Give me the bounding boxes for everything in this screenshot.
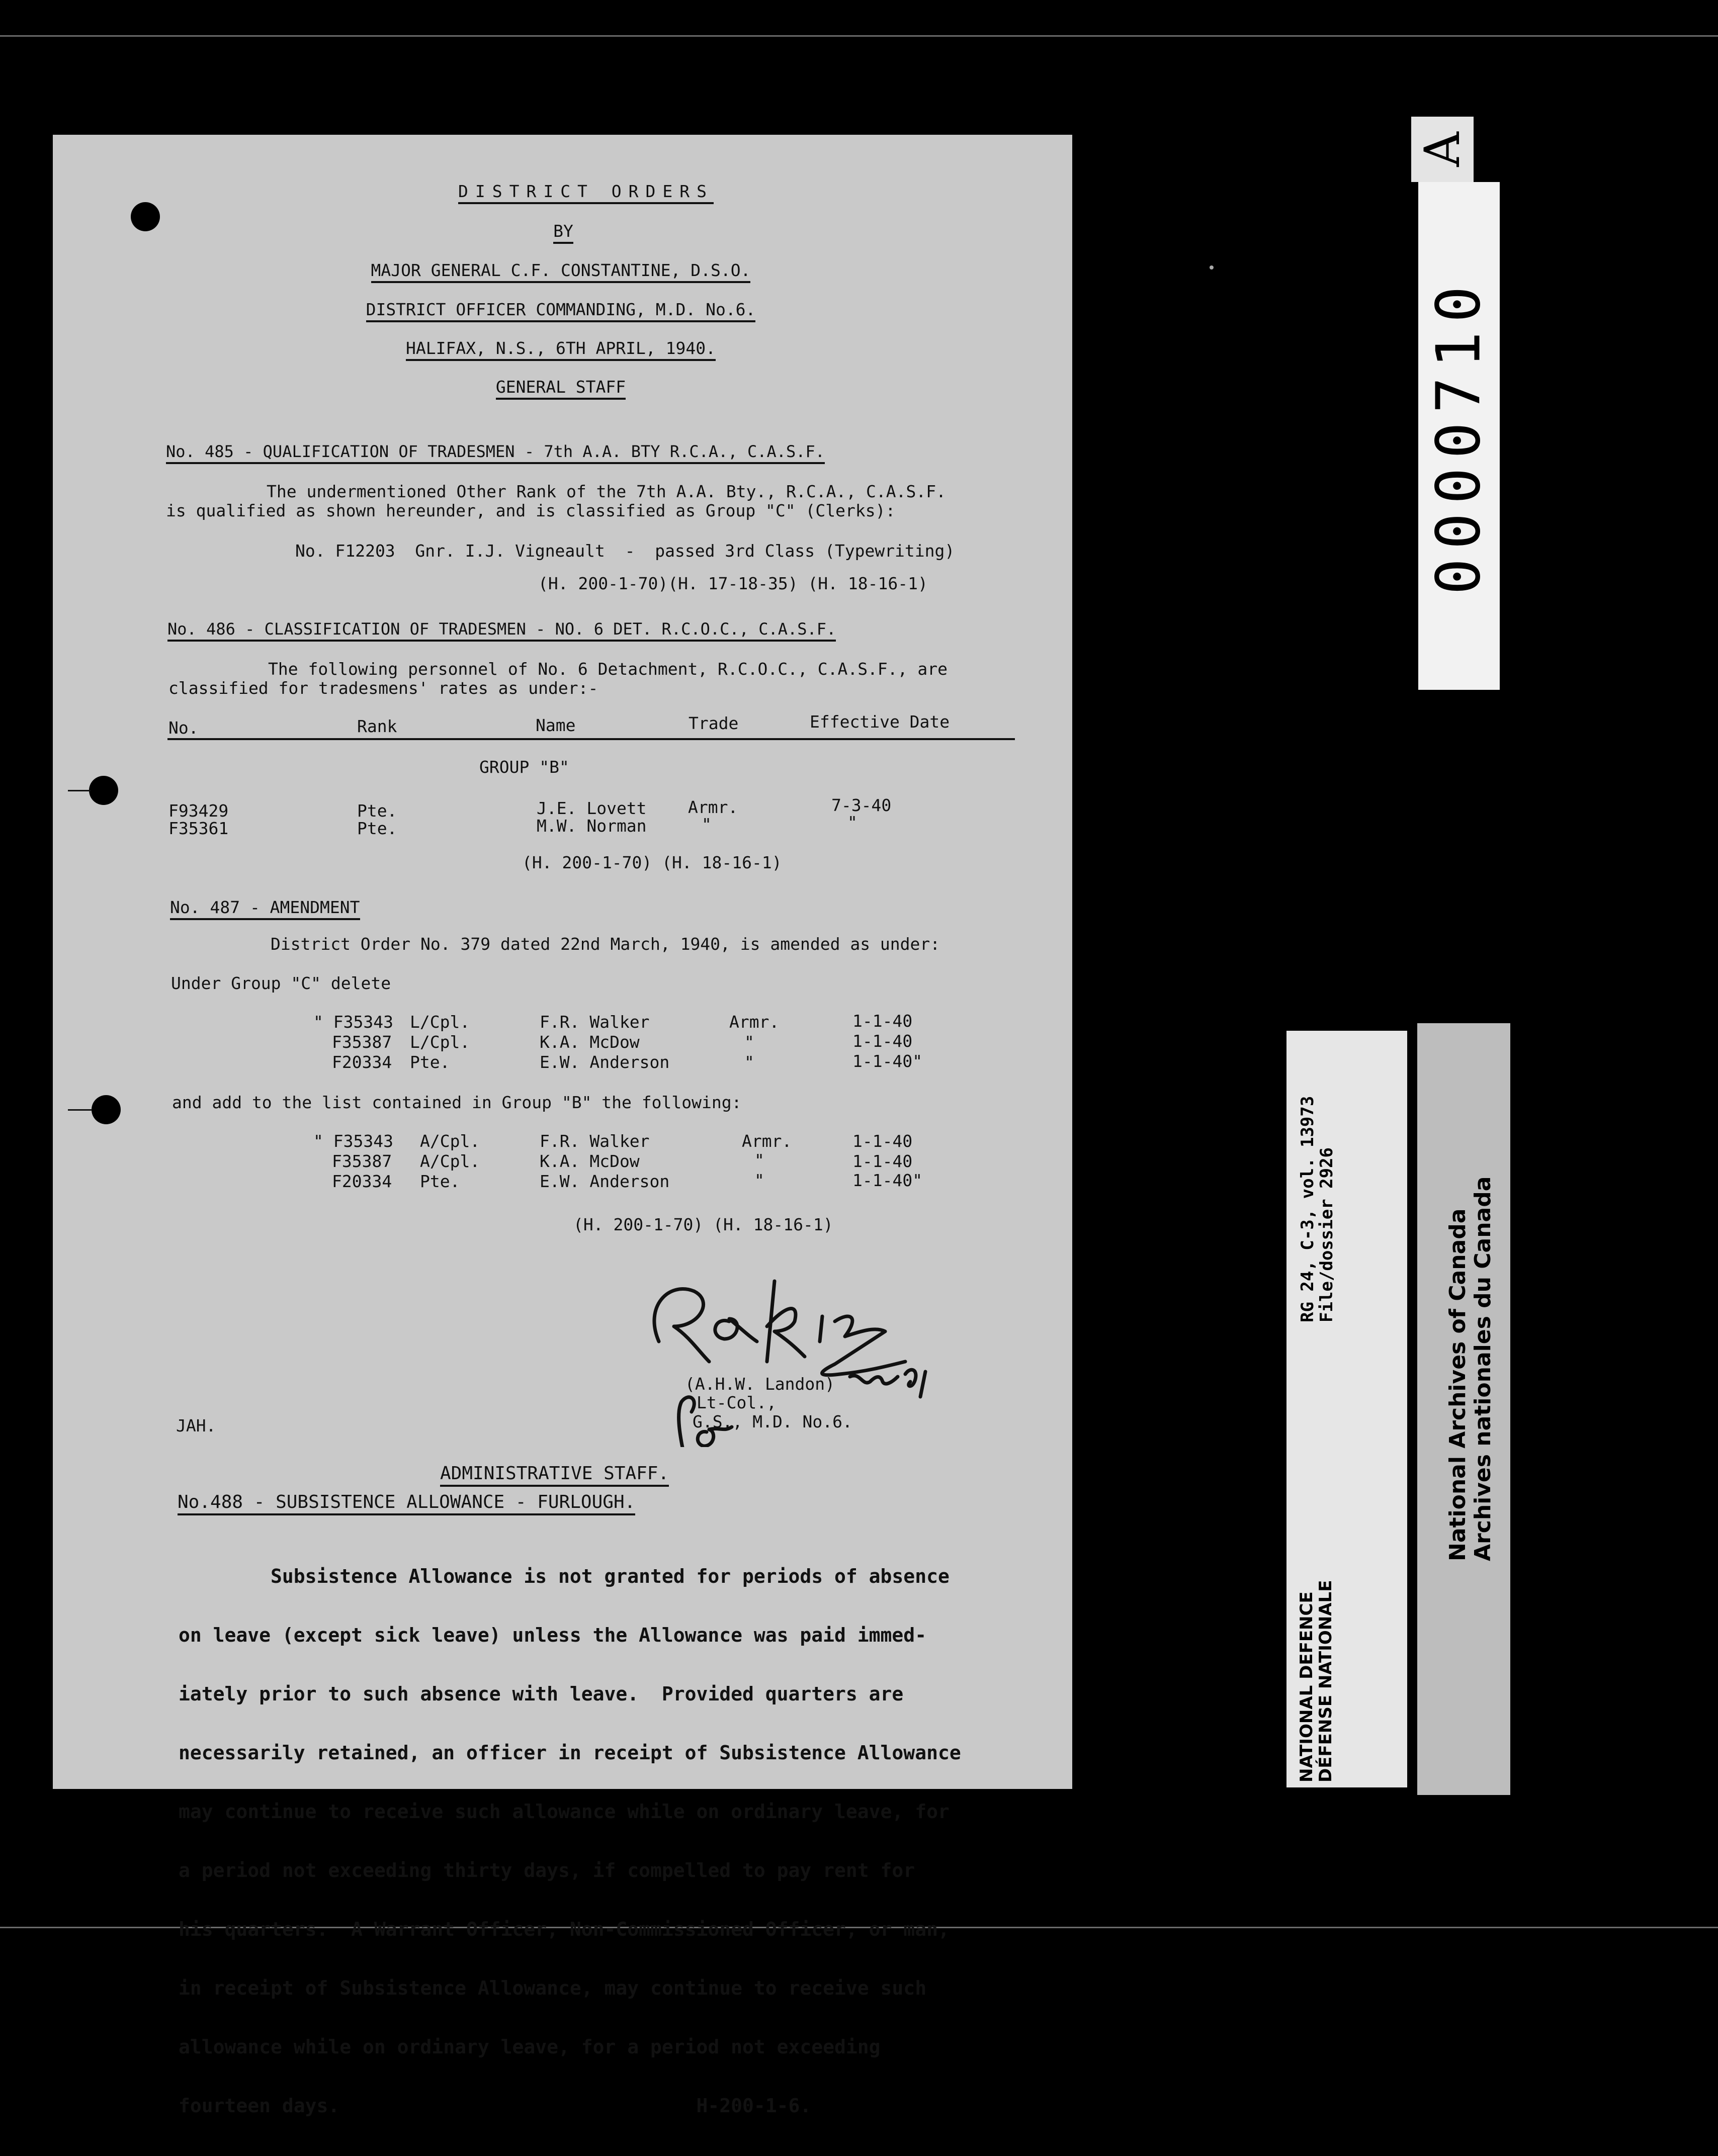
order-485-heading: No. 485 - QUALIFICATION OF TRADESMEN - 7th A.A. BTY R.C.A., C.A.S.F. [166,441,825,462]
hole-mark-2 [68,1109,92,1111]
doc-section-general-staff: GENERAL STAFF [455,377,666,397]
punch-hole-top [131,202,160,231]
doc-command: DISTRICT OFFICER COMMANDING, M.D. No.6. [355,300,767,320]
doc-title: DISTRICT ORDERS [412,182,759,202]
column-header-rule [167,738,1015,740]
frame-letter-tab: A [1411,117,1474,182]
ref-line1: RG 24, C-3, vol. 13973 [1298,1096,1318,1322]
col-header-no: No. [168,718,199,738]
order-485-line2: is qualified as shown hereunder, and is classified as Group "C" (Clerks): [166,501,896,520]
doc-place-date: HALIFAX, N.S., 6TH APRIL, 1940. [355,338,767,358]
signature-unit: G.S., M.D. No.6. [693,1412,852,1431]
order-488-body: Subsistence Allowance is not granted for periods of absence on leave (except sick leave) unless the Allowance was paid immed- iately prior to such absence with leave. Provided quarters are necessarily retained, an officer in receipt of Subsistence Allowance may continue to receive such allowance while on ordinary leave, for a period not exceeding thirty days, if compelled to pay rent for his quarters. A Warrant Officer, Non-Commissioned Officer, or man, in receipt of Subsistence Allowance, may continue to receive such allowance while on ordinary leave, for a period not exceeding fourteen days. H-200-1-6. [179,1565,961,2117]
punch-hole-bottom [92,1095,121,1124]
order-487-heading: No. 487 - AMENDMENT [170,897,360,918]
col-header-effective-date: Effective Date [810,712,950,732]
order-486-heading: No. 486 - CLASSIFICATION OF TRADESMEN - NO. 6 DET. R.C.O.C., C.A.S.F. [167,619,836,639]
signature-name: (A.H.W. Landon) [685,1374,835,1394]
col-header-rank: Rank [357,716,397,736]
film-speck [1210,265,1214,270]
nac-line2: Archives nationales du Canada [1470,1176,1496,1561]
order-487-ref: (H. 200-1-70) (H. 18-16-1) [573,1215,833,1234]
doc-by: BY [513,221,614,241]
col-header-trade: Trade [689,713,739,733]
order-486-line1: The following personnel of No. 6 Detachment, R.C.O.C., C.A.S.F., are [268,659,948,679]
doc-officer: MAJOR GENERAL C.F. CONSTANTINE, D.S.O. [355,260,767,281]
national-defence-label [1286,1031,1407,1787]
national-archives-label [1417,1023,1510,1795]
order-485-entry: No. F12203 Gnr. I.J. Vigneault - passed 3rd Class (Typewriting) [295,541,955,561]
order-486-ref: (H. 200-1-70) (H. 18-16-1) [522,853,782,872]
document-page: DISTRICT ORDERS BY MAJOR GENERAL C.F. CONSTANTINE, D.S.O. DISTRICT OFFICER COMMANDING, M.D. No.6. HALIFAX, N.S., 6TH APRIL, 1940. GENERAL STAFF No. 485 - QUALIFICATION OF TRADESMEN - 7th A.A. BTY R.C.A., C.A.S.F. The undermentioned Other Rank of the 7th A.A. Bty., R.C.A., C.A.S.F. is qualified as shown hereunder, and is classified as Group "C" (Clerks): No. F12203 Gnr. I.J. Vigneault - passed 3rd Class (Typewriting) (H. 200-1-70)(H. 17-18-35) (H. 18-16-1) No. 486 - CLASSIFICATION OF TRADESMEN - NO. 6 DET. R.C.O.C., C.A.S.F. The following personnel of No. 6 Detachment, R.C.O.C., C.A.S.F., are classified for tradesmens' rates as under:- No. Rank Name Trade Effective Date GROUP "B" F93429 Pte. J.E. Lovett Armr. 7-3-40 F35361 Pte. M.W. Norman " " (H. 200-1-70) (H. 18-16-1) No. 487 - AMENDMENT District Order No. 379 dated 22nd March, 1940, is amended as under: Under Group "C" delete " F35343 L/Cpl. F.R. Walker Armr. 1-1-40 F35387 L/Cpl. K.A. McDow " 1-1-40 F20334 Pte. E.W. Anderson " 1-1-40" and add to the list contained in Group "B" the following: " F35343 A/Cpl. F.R. Walker Armr. 1-1-40 F35387 A/Cpl. K.A. McDow " 1-1-40 F20334 Pte. E.W. Anderson " 1-1-40" (H. 200-1-70) (H. 18-16-1) (A.H.W. Landon) Lt-Col., G.S., M.D. No.6. JAH. ADMINISTRATIVE STAFF. No.488 - SUBSISTENCE ALLOWANCE - FURLOUGH. Subsistence Allowance is not granted for periods of absence on leave (except sick leave) unless the Allowance was paid immed- iately prior to such absence with leave. Provided quarters are necessarily retained, an officer in receipt of Subsistence Allowance may continue to receive such allowance while on ordinary leave, for a period not exceeding thirty days, if compelled to pay rent for his quarters. A Warrant Officer, Non-Commissioned Officer, or man, in receipt of Subsistence Allowance, may continue to receive such allowance while on ordinary leave, for a period not exceeding fourteen days. H-200-1-6. [53,135,1072,1789]
order-487-line3: and add to the list contained in Group "B" the following: [172,1093,742,1112]
typist-initials: JAH. [176,1416,216,1435]
top-film-edge [0,35,1718,37]
order-488-heading: No.488 - SUBSISTENCE ALLOWANCE - FURLOUGH. [178,1492,635,1512]
nd-line2: DÉFENSE NATIONALE [1316,1580,1336,1782]
order-487-line1: District Order No. 379 dated 22nd March, 1940, is amended as under: [271,934,940,954]
hole-mark-1 [68,790,91,791]
order-486-line2: classified for tradesmens' rates as under:- [168,678,598,698]
signature-rank: Lt-Col., [697,1393,777,1412]
ref-line2: File/dossier 2926 [1317,1147,1337,1322]
admin-section-title: ADMINISTRATIVE STAFF. [440,1464,669,1484]
order-485-line1: The undermentioned Other Rank of the 7th A.A. Bty., R.C.A., C.A.S.F. [267,482,947,501]
nd-line1: NATIONAL DEFENCE [1297,1591,1317,1782]
col-header-name: Name [536,715,576,735]
punch-hole-middle [89,776,118,805]
nac-line1: National Archives of Canada [1445,1208,1471,1561]
order-487-line2: Under Group "C" delete [171,973,391,993]
frame-number-strip: 0000710 [1418,182,1500,690]
order-485-ref: (H. 200-1-70)(H. 17-18-35) (H. 18-16-1) [538,574,928,593]
group-b-label: GROUP "B" [479,757,569,777]
